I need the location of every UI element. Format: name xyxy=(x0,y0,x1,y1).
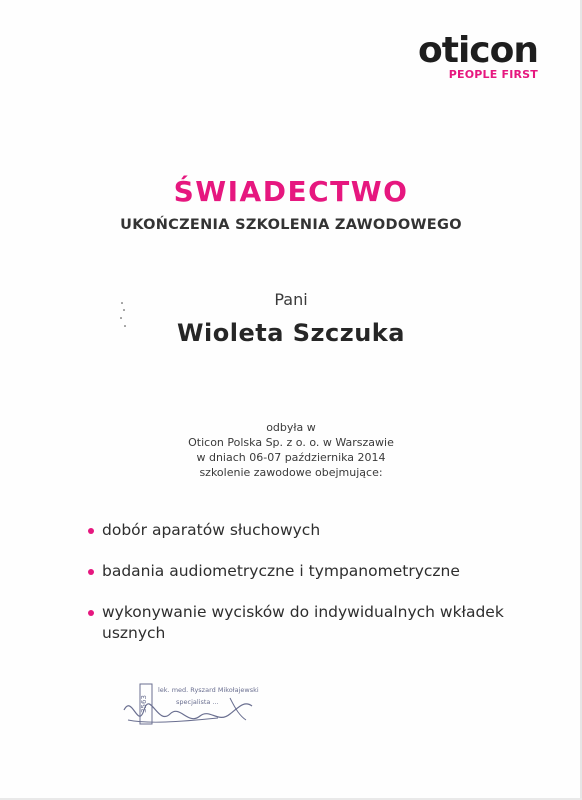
stamp-line: lek. med. Ryszard Mikołajewski xyxy=(158,686,259,694)
bullet-icon xyxy=(88,610,94,616)
salutation: Pani xyxy=(274,290,308,309)
list-item-text: dobór aparatów słuchowych xyxy=(102,521,321,539)
stamp-and-signature-icon xyxy=(118,680,268,740)
statement-line: Oticon Polska Sp. z o. o. w Warszawie xyxy=(188,436,394,449)
signature-flourish xyxy=(230,698,246,720)
bullet-icon xyxy=(88,528,94,534)
oticon-logo xyxy=(398,32,538,81)
signature-stamp-block xyxy=(118,680,268,740)
signature-underline xyxy=(128,718,218,722)
logo-wordmark: oticon xyxy=(418,30,538,71)
list-item-text: badania audiometryczne i tympanometryczne xyxy=(102,562,460,580)
stamp-line: specjalista ... xyxy=(176,698,219,706)
list-item xyxy=(84,561,524,582)
statement xyxy=(0,420,582,480)
certificate-subtitle: UKOŃCZENIA SZKOLENIA ZAWODOWEGO xyxy=(120,217,462,233)
list-item-text: wykonywanie wycisków do indywidualnych wkładek usznych xyxy=(102,603,504,642)
statement-line: szkolenie zawodowe obejmujące: xyxy=(199,466,383,479)
bullet-icon xyxy=(88,569,94,575)
recipient-name: Wioleta Szczuka xyxy=(177,319,405,347)
statement-line: odbyła w xyxy=(266,421,316,434)
certificate-title: ŚWIADECTWO xyxy=(173,175,409,208)
training-items-list xyxy=(84,520,524,644)
logo-tagline: PEOPLE FIRST xyxy=(448,68,538,81)
list-item xyxy=(84,520,524,541)
statement-line: w dniach 06-07 października 2014 xyxy=(196,451,386,464)
list-item xyxy=(84,602,524,644)
stamp-number: 3563 xyxy=(140,695,148,713)
